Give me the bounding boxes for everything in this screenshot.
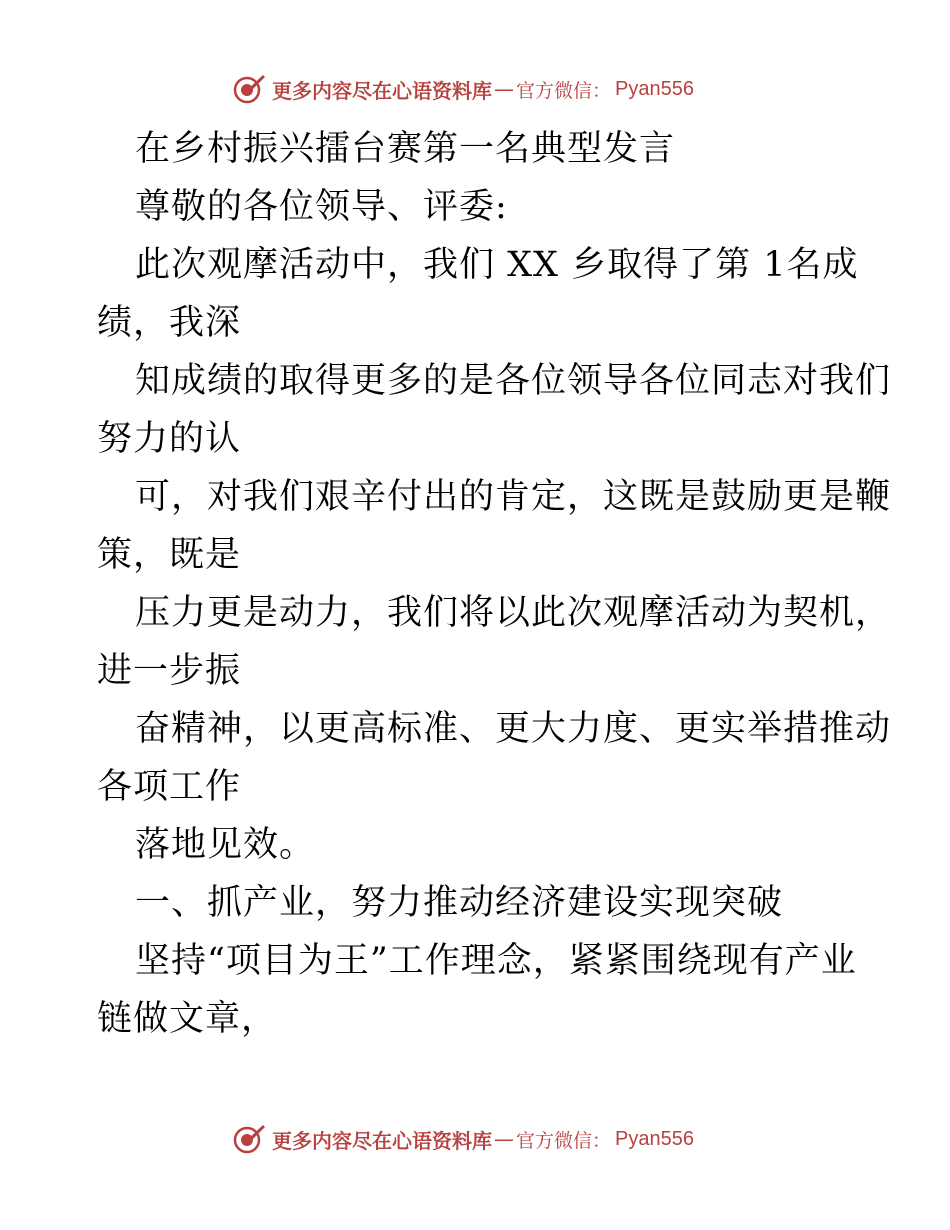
quill-seal-icon xyxy=(232,72,266,106)
section-heading: 一、抓产业，努力推动经济建设实现突破 xyxy=(135,883,784,923)
wechat-label: 官方微信： xyxy=(516,1129,612,1152)
body-line: 各项工作 xyxy=(97,767,242,807)
body-line: 压力更是动力，我们将以此次观摩活动为契机， xyxy=(135,593,892,633)
wechat-label: 官方微信： xyxy=(516,79,612,102)
body-line: 知成绩的取得更多的是各位领导各位同志对我们 xyxy=(135,361,892,401)
body-line: 落地见效。 xyxy=(135,825,316,865)
wechat-id: Pyan556 xyxy=(615,77,694,100)
wechat-id: Pyan556 xyxy=(615,1127,694,1150)
salutation: 尊敬的各位领导、评委: xyxy=(135,187,508,227)
body-line: 绩，我深 xyxy=(97,303,242,343)
body-line: 坚持“项目为王”工作理念，紧紧围绕现有产业 xyxy=(135,941,857,981)
brand-text: 更多内容尽在心语资料库 xyxy=(272,1128,492,1153)
document-body xyxy=(97,120,897,1048)
separator: — xyxy=(494,1127,514,1151)
header-watermark xyxy=(232,71,694,107)
body-line: 可，对我们艰辛付出的肯定，这既是鼓励更是鞭 xyxy=(135,477,892,517)
body-line: 努力的认 xyxy=(97,419,242,459)
brand-text: 更多内容尽在心语资料库 xyxy=(272,78,492,103)
document-title: 在乡村振兴擂台赛第一名典型发言 xyxy=(135,129,676,169)
body-line: 奋精神，以更高标准、更大力度、更实举措推动 xyxy=(135,709,892,749)
quill-seal-icon xyxy=(232,1122,266,1156)
separator: — xyxy=(494,77,514,101)
body-line: 进一步振 xyxy=(97,651,242,691)
body-line: 策，既是 xyxy=(97,535,242,575)
footer-watermark xyxy=(232,1121,694,1157)
body-line: 此次观摩活动中，我们 XX 乡取得了第 1名成 xyxy=(135,245,859,285)
body-line: 链做文章， xyxy=(97,999,278,1039)
